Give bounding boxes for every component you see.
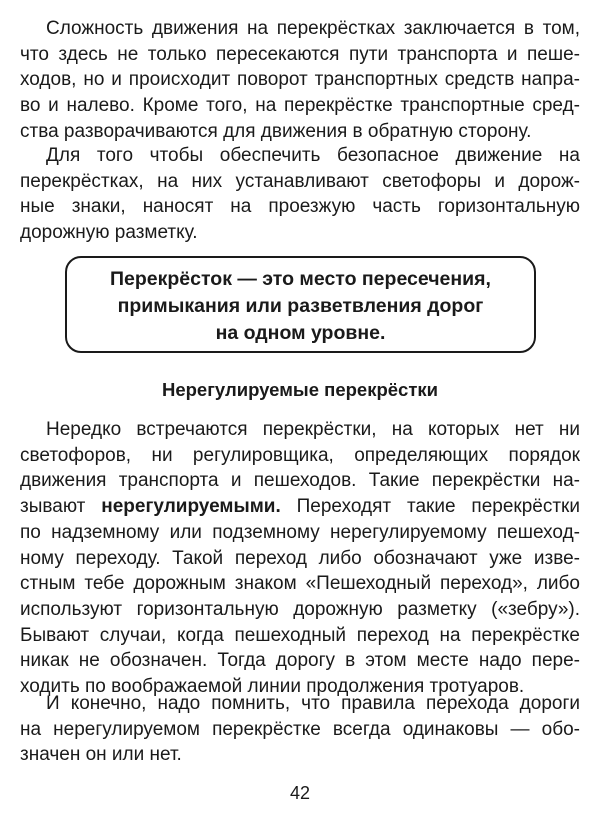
text-line: движения транспорта и пешеходов. Такие перекрёстки на-	[20, 470, 580, 492]
text-fragment: Переходят такие перекрёстки	[280, 496, 580, 518]
text-line: используют горизонтальную дорожную разметку («зебру»).	[20, 598, 580, 620]
text-line: стным тебе дорожным знаком «Пешеходный переход», либо	[20, 573, 580, 595]
text-line: что здесь не только пересекаются пути транспорта и пеше-	[20, 43, 580, 65]
text-line: Сложность движения на перекрёстках заключается в том,	[46, 18, 580, 39]
paragraph-unregulated-intersections	[20, 417, 580, 700]
term-unregulated: нерегулируемыми.	[101, 496, 281, 518]
text-line: никак не обозначен. Тогда дорогу в этом месте надо пере-	[20, 650, 580, 672]
paragraph-safety-measures	[20, 143, 580, 246]
text-line: ства разворачиваются для движения в обратную сторону.	[20, 120, 532, 142]
text-line: ходить по воображаемой линии продолжения тротуаров.	[20, 676, 525, 698]
text-line: Бывают случаи, когда пешеходный переход на перекрёстке	[20, 624, 580, 646]
text-line: дорожную разметку.	[20, 222, 198, 244]
text-line: И конечно, надо помнить, что правила перехода дороги	[46, 693, 580, 714]
definition-box	[65, 256, 536, 353]
definition-line: Перекрёсток — это место пересечения,	[110, 268, 491, 290]
text-line-with-term	[20, 494, 580, 520]
text-line: светофоров, ни регулировщика, определяющих порядок	[20, 444, 580, 466]
text-line: во и налево. Кроме того, на перекрёстке транспортные сред-	[20, 95, 580, 117]
text-line: ные знаки, наносят на проезжую часть горизонтальную	[20, 196, 580, 218]
definition-line: примыкания или разветвления дорог	[117, 295, 484, 317]
definition-line: на одном уровне.	[215, 322, 386, 344]
text-line: Для того чтобы обеспечить безопасное движение на	[46, 145, 580, 166]
text-line: по надземному или подземному нерегулируемому пешеход-	[20, 521, 580, 543]
text-line: ходов, но и происходит поворот транспортных средств напра-	[20, 69, 580, 91]
text-line: на нерегулируемом перекрёстке всегда одинаковы — обо-	[20, 718, 580, 740]
text-line: перекрёстках, на них устанавливают светофоры и дорож-	[20, 170, 580, 192]
text-fragment: зывают	[20, 496, 102, 518]
paragraph-intersection-complexity	[20, 16, 580, 145]
section-heading: Нерегулируемые перекрёстки	[161, 379, 439, 400]
paragraph-crossing-rules	[20, 691, 580, 768]
text-line: Нередко встречаются перекрёстки, на которых нет ни	[46, 419, 580, 440]
page-number: 42	[289, 783, 311, 803]
text-line: ному переходу. Такой переход либо обозначают уже изве-	[20, 547, 580, 569]
text-line: значен он или нет.	[20, 744, 182, 766]
